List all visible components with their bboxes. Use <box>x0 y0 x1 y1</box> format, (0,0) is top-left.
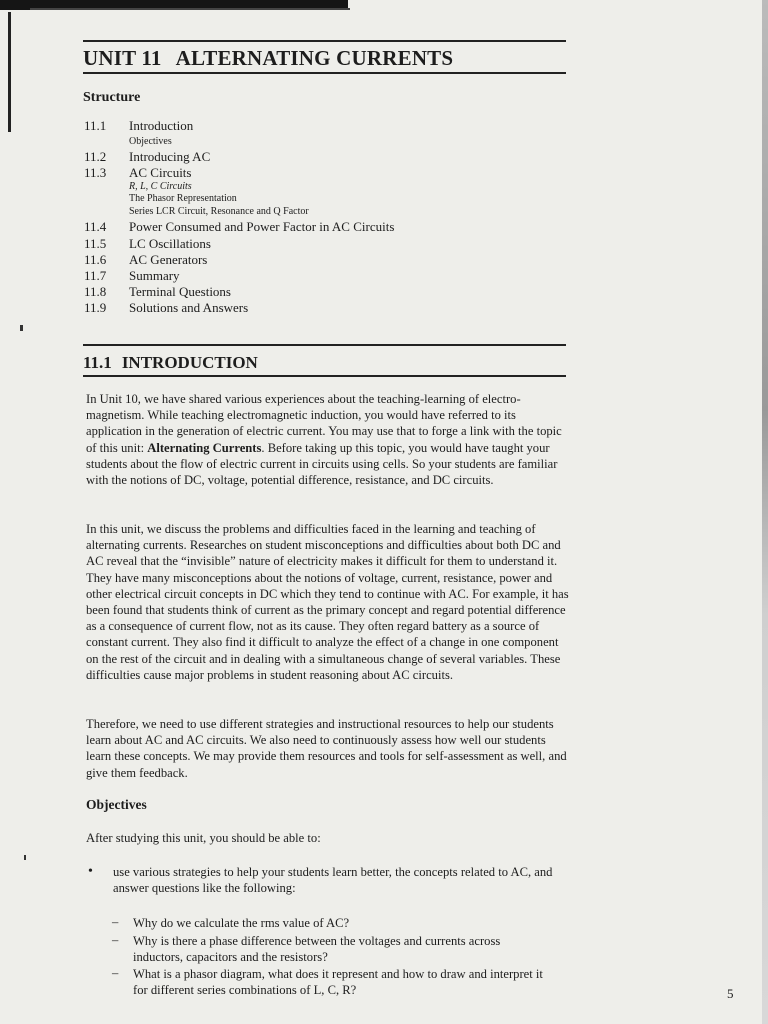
unit-name: ALTERNATING CURRENTS <box>175 46 454 70</box>
toc-item <box>84 252 207 268</box>
bullet-icon: • <box>88 864 93 879</box>
section-rule-top <box>83 344 566 346</box>
page-number: 5 <box>727 986 734 1001</box>
structure-heading: Structure <box>83 90 141 105</box>
intro-paragraph-3: Therefore, we need to use different strategies and instructional resources to help our students learn about AC and AC circuits. We also need to continuously assess how well our students learn these concepts. We may provide them resources and tools for self-assessment as well, and give them feedback. <box>86 717 567 780</box>
section-title: INTRODUCTION <box>121 353 258 372</box>
toc-item <box>84 284 231 300</box>
toc-label: LC Oscillations <box>129 236 211 251</box>
title-rule-top <box>83 40 566 42</box>
intro-paragraph-1: In Unit 10, we have shared various experiences about the teaching-learning of electro-magnetism. While teaching electromagnetic induction, you would have referred to its application in the generation of electric current. You may use that to forge a link with the topic of this unit: Alternating Currents. Before taking up this topic, you would have taught your students about the flow of electric current in circuits using cells. So your students are familiar with the notions of DC, voltage, potential difference, resistance, and DC circuits. <box>86 392 562 488</box>
scan-speck <box>24 855 26 860</box>
toc-label: AC Circuits <box>129 165 192 180</box>
toc-label: Power Consumed and Power Factor in AC Circuits <box>129 219 395 234</box>
toc-number: 11.8 <box>84 284 107 299</box>
toc-item <box>84 300 248 316</box>
toc-subitem: Series LCR Circuit, Resonance and Q Factor <box>129 206 309 217</box>
bold-term: Alternating Currents <box>147 440 262 455</box>
title-rule-bottom <box>83 72 566 74</box>
toc-number: 11.9 <box>84 300 107 315</box>
objective-question: Why is there a phase difference between the voltages and currents across inductors, capacitors and the resistors? <box>133 934 501 965</box>
toc-subitem: Objectives <box>129 136 172 147</box>
objectives-intro: After studying this unit, you should be able to: <box>86 831 321 845</box>
section-heading <box>83 353 258 373</box>
toc-number: 11.3 <box>84 165 107 180</box>
toc-number: 11.4 <box>84 219 107 234</box>
toc-label: Summary <box>129 268 180 283</box>
toc-item <box>84 149 210 165</box>
dash-icon: – <box>112 915 119 929</box>
objectives-heading: Objectives <box>86 797 147 812</box>
toc-number: 11.6 <box>84 252 107 267</box>
toc-label: Solutions and Answers <box>129 300 249 315</box>
objective-question: Why do we calculate the rms value of AC? <box>133 916 350 930</box>
scan-speck <box>20 325 23 331</box>
dash-icon: – <box>112 966 119 980</box>
scan-edge-right <box>762 0 768 1024</box>
section-rule-bottom <box>83 375 566 377</box>
objective-bullet: use various strategies to help your students learn better, the concepts related to AC, and answer questions like the following: <box>113 865 553 896</box>
toc-item <box>84 118 193 134</box>
intro-paragraph-2: In this unit, we discuss the problems and difficulties faced in the learning and teaching of alternating currents. Researches on student misconceptions and difficulties about both DC and AC reveal that the “invisible” nature of electricity makes it difficult for them to understand it. They have many misconceptions about the notions of voltage, current, resistance, power and other electrical circuit concepts in DC which they tend to continue with AC. For example, it has been found that students think of current as the primary concept and regard potential difference as a consequence of current flow, not as its cause. They often regard battery as a source of constant current. They also find it difficult to analyze the effect of a change in one component on the rest of the circuit and in dealing with a simultaneous change of several variables. These difficulties cause major problems in student reasoning about AC circuits. <box>86 522 569 682</box>
toc-number: 11.2 <box>84 149 107 164</box>
objective-question: What is a phasor diagram, what does it represent and how to draw and interpret it for different series combinations of L, C, R? <box>133 967 543 998</box>
toc-subitem: R, L, C Circuits <box>129 181 192 192</box>
toc-subitem: The Phasor Representation <box>129 193 237 204</box>
toc-label: AC Generators <box>129 252 208 267</box>
toc-item <box>84 165 191 181</box>
toc-label: Terminal Questions <box>129 284 231 299</box>
section-number: 11.1 <box>83 353 112 372</box>
scan-edge-top-shadow <box>30 8 350 10</box>
toc-number: 11.7 <box>84 268 107 283</box>
toc-number: 11.1 <box>84 118 107 133</box>
unit-title <box>83 46 453 71</box>
dash-icon: – <box>112 933 119 947</box>
unit-number: UNIT 11 <box>83 46 162 70</box>
toc-item <box>84 236 211 252</box>
scan-edge-left <box>8 12 11 132</box>
toc-label: Introducing AC <box>129 149 211 164</box>
toc-item <box>84 268 180 284</box>
toc-item <box>84 219 394 235</box>
toc-label: Introduction <box>129 118 194 133</box>
toc-number: 11.5 <box>84 236 107 251</box>
